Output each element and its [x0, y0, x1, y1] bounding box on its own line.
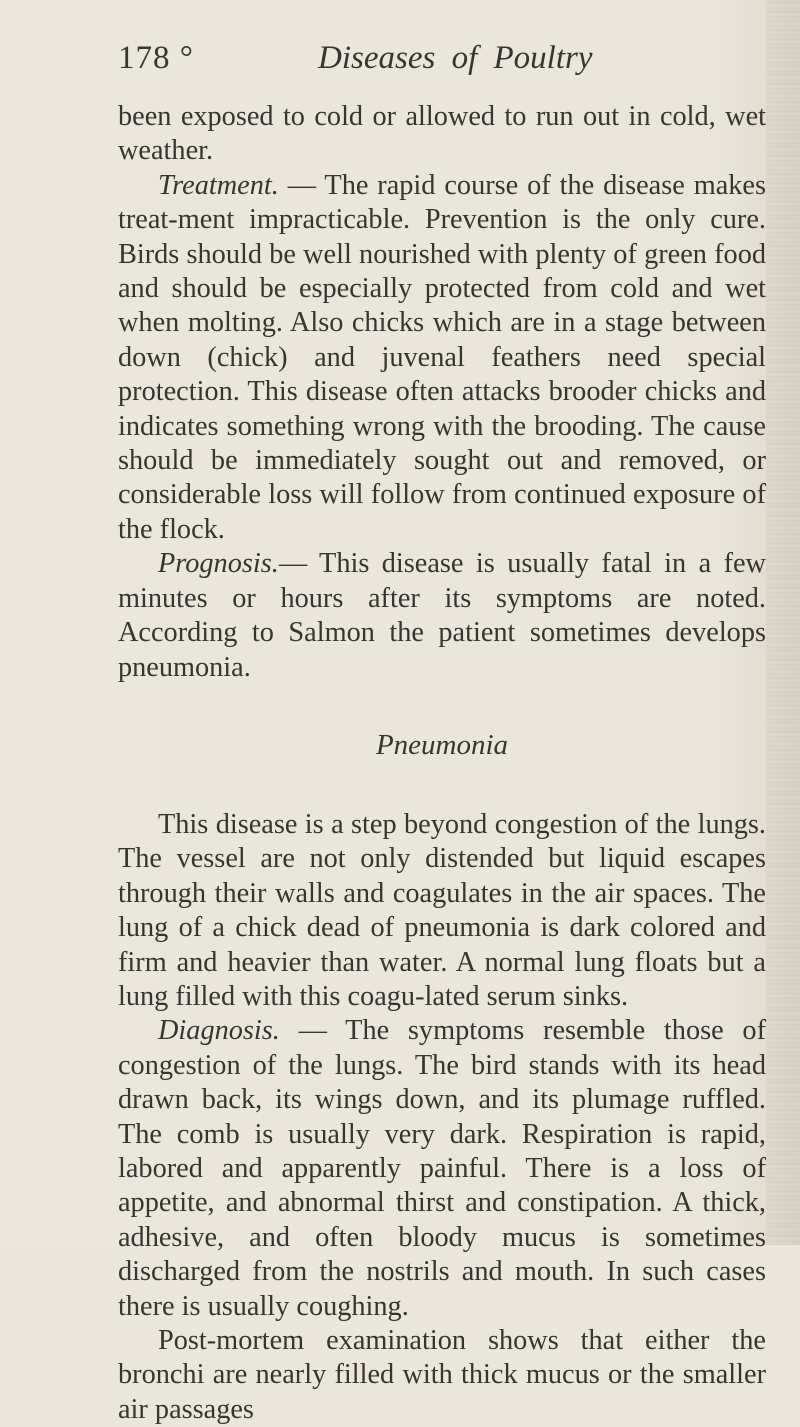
section-heading-pneumonia: Pneumonia	[375, 728, 509, 761]
paragraph-prognosis	[118, 547, 766, 685]
paragraph-text: — The rapid course of the disease makes treat-ment impracticable. Prevention is the only cure. Birds should be well nourished with plenty of green food and should be especially protected from cold and wet when molting. Also chicks which are in a stage between down (chick) and juvenal feathers need special protection. This disease often attacks brooder chicks and indicates something wrong with the brooding. The cause should be immediately sought out and removed, or considerable loss will follow from continued exposure of the flock.	[118, 169, 766, 545]
paragraph-text: — The symptoms resemble those of congestion of the lungs. The bird stands with its head drawn back, its wings down, and its plumage ruffled. The comb is usually very dark. Respiration is rapid, labored and apparently painful. There is a loss of appetite, and abnormal thirst and constipation. A thick, adhesive, and often bloody mucus is sometimes discharged from the nostrils and mouth. In such cases there is usually coughing.	[118, 1015, 766, 1322]
paragraph-text: been exposed to cold or allowed to run out in cold, wet weather.	[118, 101, 766, 167]
paragraph-continuation	[118, 100, 766, 169]
page-number: 178 °	[118, 40, 194, 76]
paragraph-post-mortem	[118, 1324, 766, 1427]
page-body	[118, 100, 766, 1427]
running-header	[118, 38, 778, 78]
paragraph-pneumonia-intro	[118, 808, 766, 1014]
paragraph-text: Post-mortem examination shows that either the bronchi are nearly filled with thick mucus or the smaller air passages	[118, 1325, 766, 1425]
paragraph-diagnosis	[118, 1014, 766, 1324]
running-title: Diseases of Poultry	[318, 40, 593, 76]
run-in-heading-treatment: Treatment.	[158, 169, 279, 201]
page-edge-shadow	[766, 0, 800, 1245]
paragraph-text: — This disease is usually fatal in a few minutes or hours after its symptoms are noted. According to Salmon the patient sometimes develops pneumonia.	[118, 548, 766, 683]
run-in-heading-prognosis: Prognosis.	[158, 548, 279, 580]
run-in-heading-diagnosis: Diagnosis.	[158, 1015, 280, 1047]
paragraph-treatment	[118, 169, 766, 547]
paragraph-text: This disease is a step beyond congestion of the lungs. The vessel are not only distended but liquid escapes through their walls and coagulates in the air spaces. The lung of a chick dead of pneumonia is dark colored and firm and heavier than water. A normal lung floats but a lung filled with this coagu-lated serum sinks.	[118, 808, 766, 1012]
